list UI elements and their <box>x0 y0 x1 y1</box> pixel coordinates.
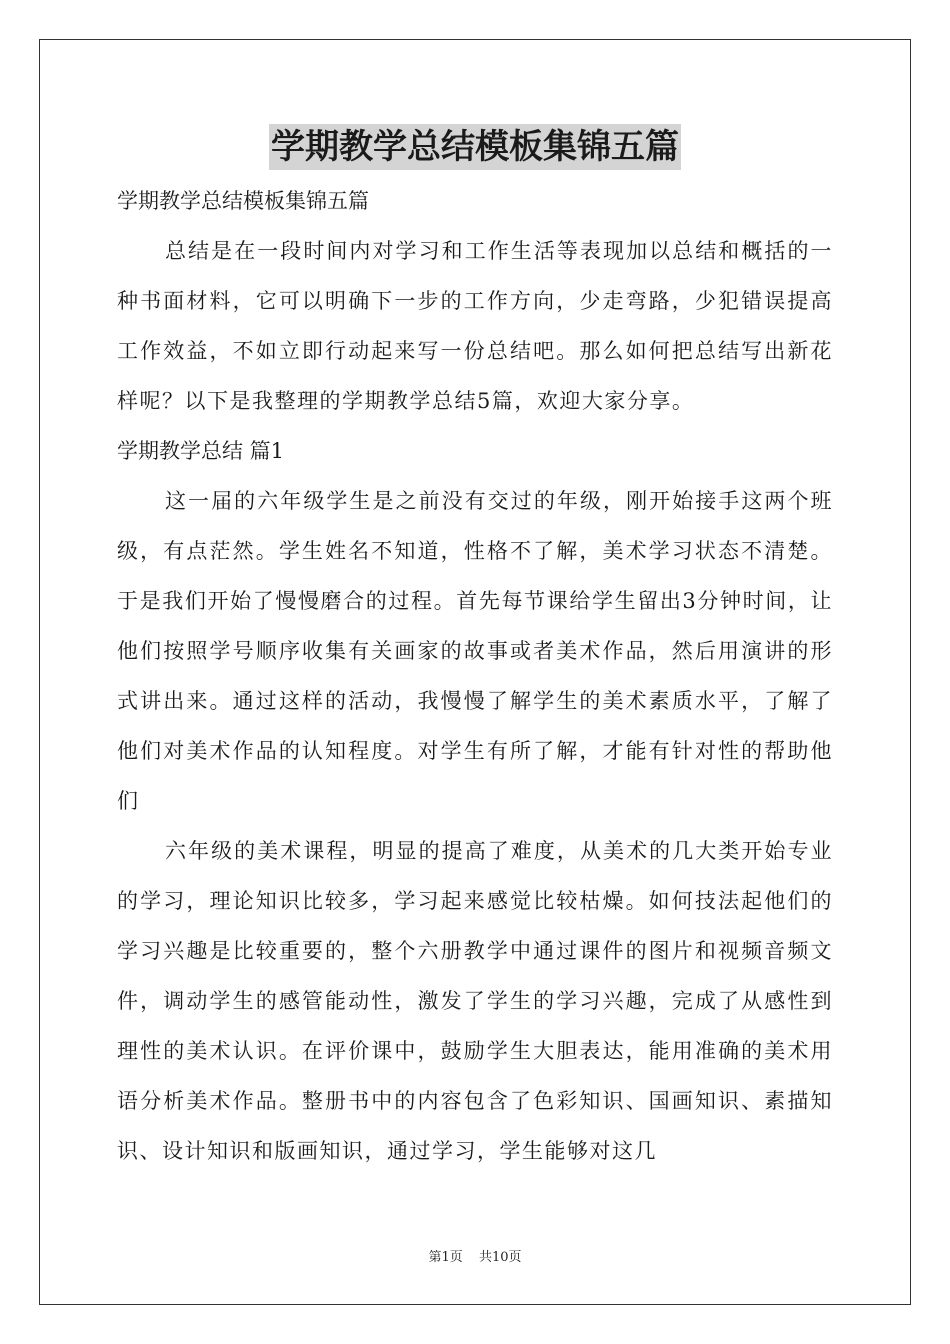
body-paragraph-1: 这一届的六年级学生是之前没有交过的年级，刚开始接手这两个班级，有点茫然。学生姓名不知道，性格不了解，美术学习状态不清楚。于是我们开始了慢慢磨合的过程。首先每节课给学生留出3分钟时间，让他们按照学号顺序收集有关画家的故事或者美术作品，然后用演讲的形式讲出来。通过这样的活动，我慢慢了解学生的美术素质水平，了解了他们对美术作品的认知程度。对学生有所了解，才能有针对性的帮助他们 <box>117 489 833 813</box>
title-container <box>0 124 950 170</box>
document-body <box>117 176 833 1176</box>
page-number: 第1页 <box>428 1250 463 1265</box>
section-heading: 学期教学总结 篇1 <box>117 439 285 463</box>
page-total: 共10页 <box>478 1250 522 1265</box>
document-title: 学期教学总结模板集锦五篇 <box>269 124 681 170</box>
document-subtitle: 学期教学总结模板集锦五篇 <box>117 189 369 213</box>
intro-paragraph: 总结是在一段时间内对学习和工作生活等表现加以总结和概括的一种书面材料，它可以明确下一步的工作方向，少走弯路，少犯错误提高工作效益，不如立即行动起来写一份总结吧。那么如何把总结写出新花样呢？以下是我整理的学期教学总结5篇，欢迎大家分享。 <box>117 239 833 413</box>
page-footer <box>0 1246 950 1265</box>
body-paragraph-2: 六年级的美术课程，明显的提高了难度，从美术的几大类开始专业的学习，理论知识比较多，学习起来感觉比较枯燥。如何技法起他们的学习兴趣是比较重要的，整个六册教学中通过课件的图片和视频音频文件，调动学生的感管能动性，激发了学生的学习兴趣，完成了从感性到理性的美术认识。在评价课中，鼓励学生大胆表达，能用准确的美术用语分析美术作品。整册书中的内容包含了色彩知识、国画知识、素描知识、设计知识和版画知识，通过学习，学生能够对这几 <box>117 839 833 1163</box>
